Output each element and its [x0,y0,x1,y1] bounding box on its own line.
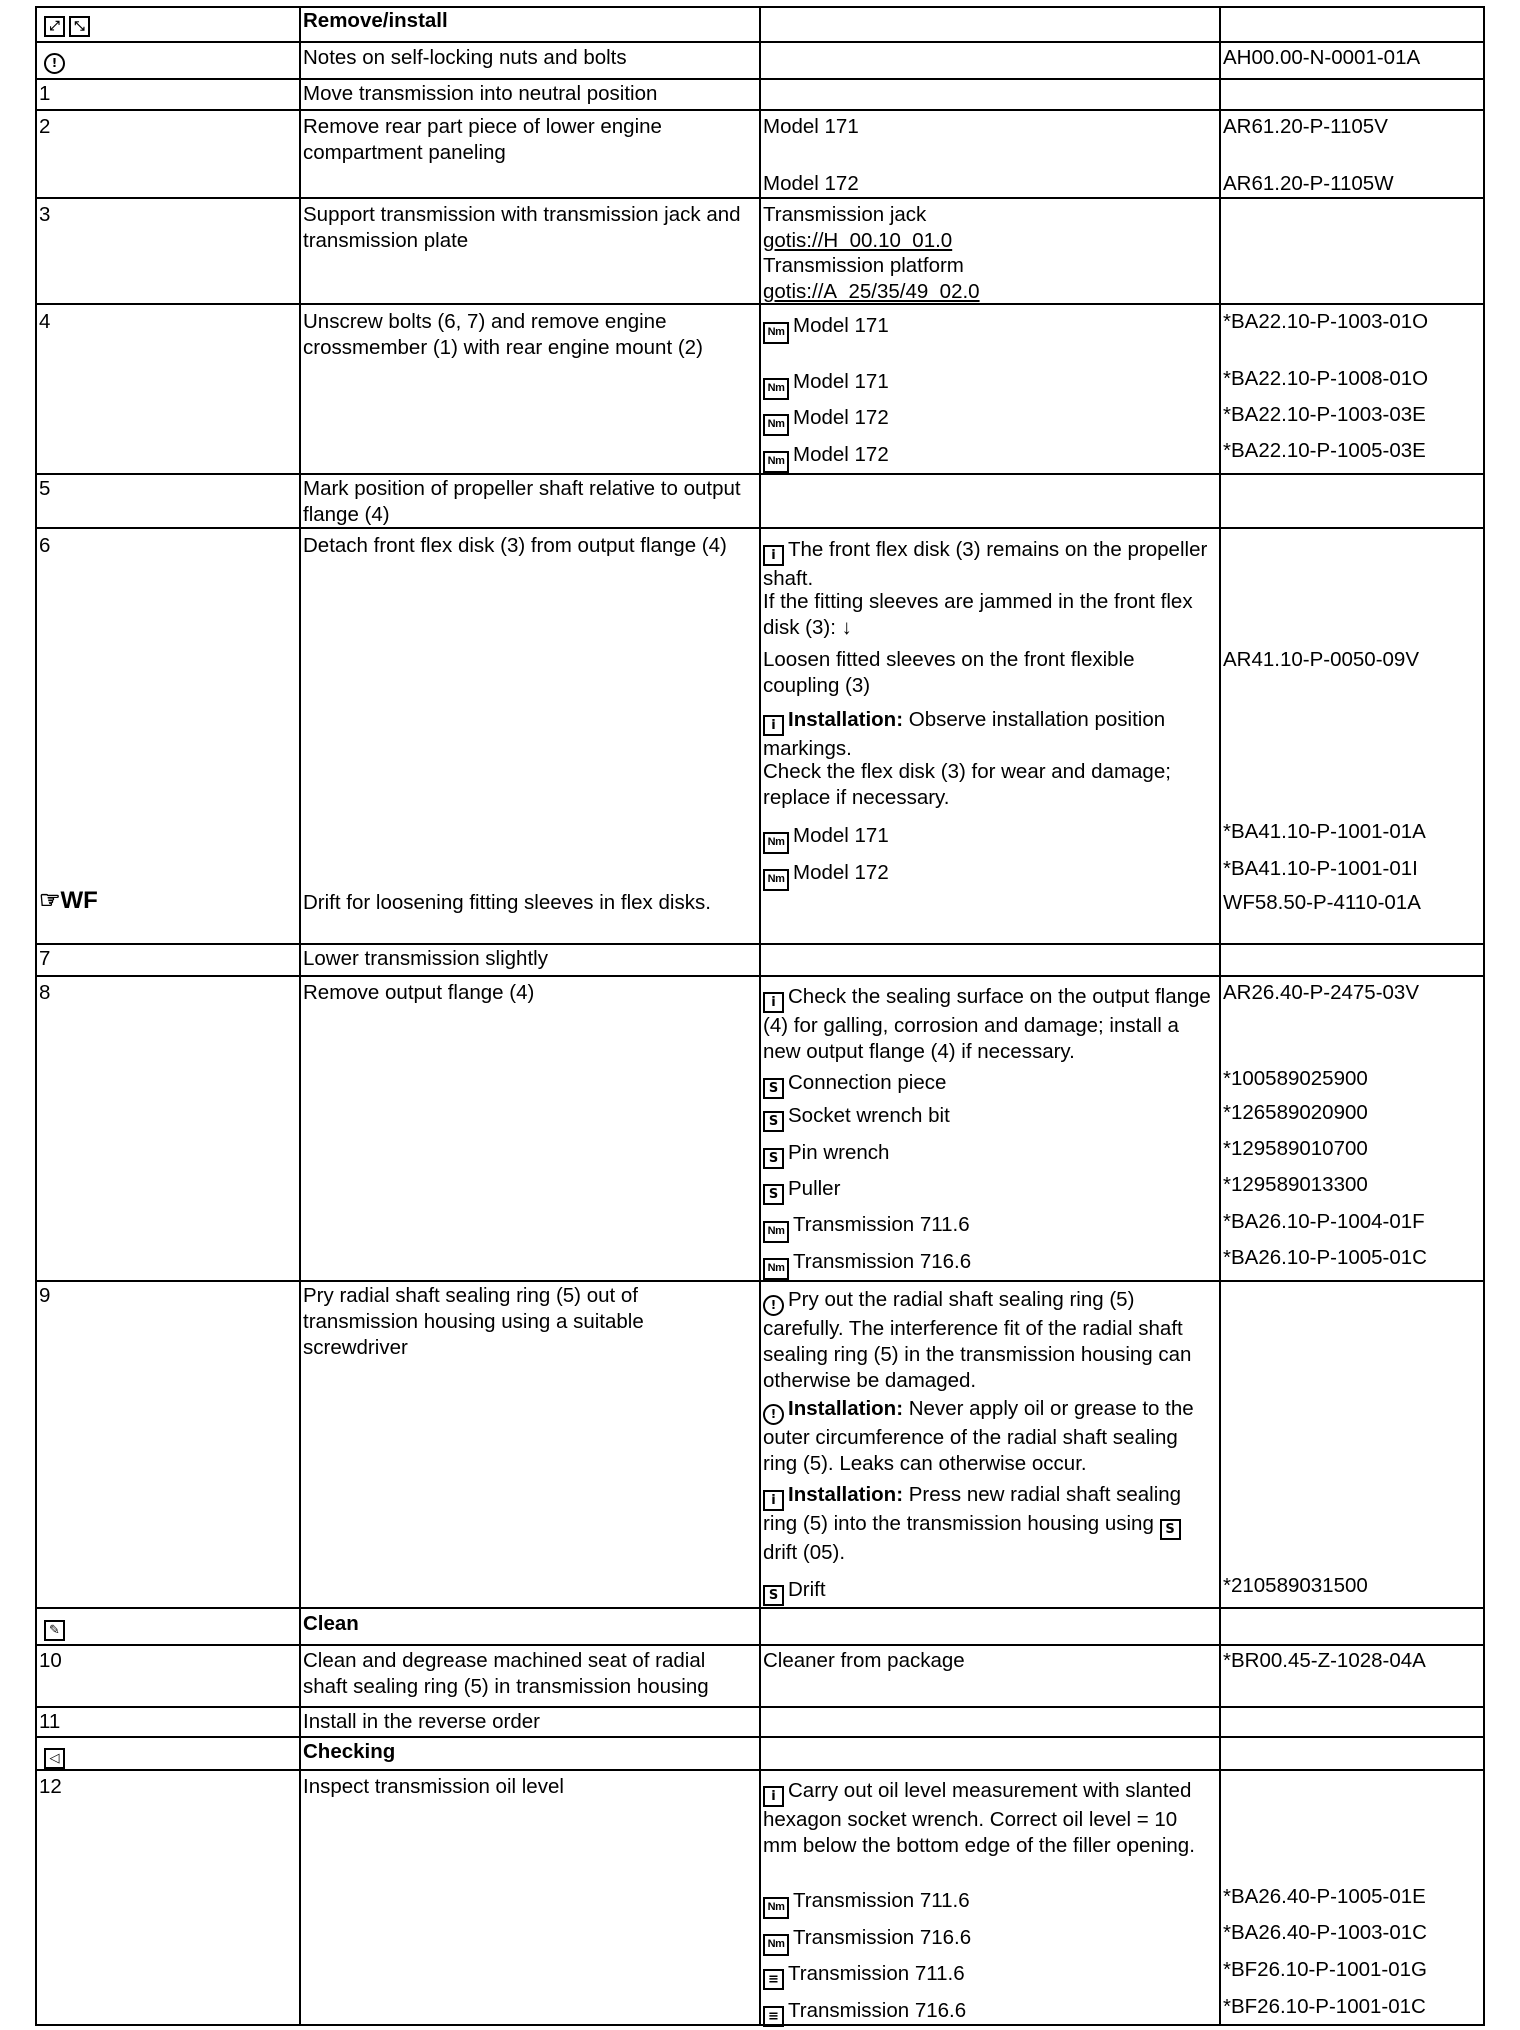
note-text: i Installation: Press new radial shaft sealing ring (5) into the transmission housing using Sdrift (05). [763,1483,1182,1564]
arrow-down-icon: ↓ [841,616,852,639]
detail-text: Transmission 711.6 [788,1962,965,1985]
document-reference[interactable]: *BA26.10-P-1004-01F [1223,1210,1425,1233]
detail-text: Model 172 [763,172,859,195]
document-reference[interactable]: *BR00.45-Z-1028-04A [1223,1649,1426,1672]
note-text: i Carry out oil level measurement with slanted hexagon socket wrench. Correct oil level = 10 mm below the bottom edge of the filler opening. [763,1779,1195,1857]
detail-text: Model 171 [793,824,889,847]
detail-line [763,1140,889,1169]
step-number: 4 [39,310,51,333]
detail-line [763,442,889,473]
action-text: Drift for loosening fitting sleeves in flex disks. [303,891,711,914]
action-text: Support transmission with transmission jack and transmission plate [303,203,741,252]
action-text: Install in the reverse order [303,1710,541,1733]
detail-text: Pin wrench [788,1141,890,1164]
action-text: Detach front flex disk (3) from output flange (4) [303,534,727,557]
grid-line [35,1736,1485,1738]
document-reference[interactable]: WF58.50-P-4110-01A [1223,891,1421,914]
grid-line [759,6,761,2026]
detail-text: Transmission 711.6 [793,1889,970,1912]
action-text: Clean and degrease machined seat of radial shaft sealing ring (5) in transmission housing [303,1649,709,1698]
grid-line [35,1644,1485,1646]
grid-line [1219,6,1221,2026]
info-icon: i [763,1490,784,1511]
document-reference[interactable]: *BA26.40-P-1003-01C [1223,1921,1427,1944]
grid-line [35,6,37,2026]
document-reference[interactable]: *BF26.10-P-1001-01C [1223,1995,1426,2018]
grid-line [35,109,1485,111]
step-number: 10 [39,1649,62,1672]
document-reference[interactable]: AR26.40-P-2475-03V [1223,981,1420,1004]
detail-text: Transmission jack [763,203,927,226]
action-text: Remove output flange (4) [303,981,535,1004]
detail-text: Cleaner from package [763,1649,965,1672]
detail-line [763,1212,970,1243]
action-text: Notes on self-locking nuts and bolts [303,46,627,69]
checking-icon: ◁ [44,1748,65,1769]
grid-line [35,1706,1485,1708]
special-tool-icon: S [763,1111,784,1132]
row-icons [44,45,69,74]
action-text: Move transmission into neutral position [303,82,658,105]
torque-icon: Nm [763,1934,789,1956]
special-tool-icon: S [763,1585,784,1606]
document-reference[interactable]: *129589013300 [1223,1173,1368,1196]
step-number: 7 [39,947,51,970]
note-text: i The front flex disk (3) remains on the propeller shaft. [763,538,1208,590]
info-icon: i [763,545,784,566]
detail-text: Model 172 [793,406,889,429]
detail-line [763,369,889,400]
gotis-link[interactable]: gotis://H_00.10_01.0 [763,229,953,252]
document-reference[interactable]: *210589031500 [1223,1574,1368,1597]
info-icon: i [763,715,784,736]
note-text: If the fitting sleeves are jammed in the front flex disk (3): ↓ [763,590,1193,639]
special-tool-icon: S [763,1148,784,1169]
step-number: 9 [39,1284,51,1307]
note-text: ! Pry out the radial shaft sealing ring (5) carefully. The interference fit of the radial shaft sealing ring (5) in the transmission housing can otherwise be damaged. [763,1288,1192,1392]
clean-icon: ✎ [44,1620,65,1641]
detail-line [763,1070,946,1099]
grid-line [35,1280,1485,1282]
row-icons [44,8,94,37]
grid-line [35,943,1485,945]
document-reference[interactable]: AR41.10-P-0050-09V [1223,648,1420,671]
torque-icon: Nm [763,1897,789,1919]
action-text: Unscrew bolts (6, 7) and remove engine crossmember (1) with rear engine mount (2) [303,310,703,359]
detail-line [763,1103,950,1132]
detail-text: Connection piece [788,1071,947,1094]
document-reference[interactable]: *BA26.40-P-1005-01E [1223,1885,1426,1908]
step-number: 2 [39,115,51,138]
grid-line [1483,6,1485,2026]
step-number: 1 [39,82,51,105]
detail-line [763,1925,971,1956]
grid-line [35,1607,1485,1609]
section-title: Clean [303,1612,359,1635]
detail-line [763,1577,826,1606]
grid-line [35,303,1485,305]
torque-icon: Nm [763,1258,789,1280]
document-reference[interactable]: AR61.20-P-1105W [1223,172,1394,195]
detail-text: Transmission platform [763,254,964,277]
action-text: Lower transmission slightly [303,947,548,970]
workshop-tool-marker: ☞WF [39,887,98,914]
grid-line [35,6,1485,8]
document-reference[interactable]: *BA22.10-P-1005-03E [1223,439,1426,462]
note-text: ! Installation: Never apply oil or grease to the outer circumference of the radial shaft sealing ring (5). Leaks can otherwise occur. [763,1397,1194,1475]
document-reference[interactable]: *BF26.10-P-1001-01G [1223,1958,1427,1981]
detail-line [763,313,889,344]
row-icons [44,1740,69,1769]
action-text: Inspect transmission oil level [303,1775,564,1798]
pointing-hand-icon: ☞ [39,887,61,914]
detail-text: Transmission 716.6 [793,1926,972,1949]
detail-line [763,1961,965,1990]
document-reference[interactable]: AR61.20-P-1105V [1223,115,1388,138]
step-number: 5 [39,477,51,500]
detail-text: Transmission 711.6 [793,1213,970,1236]
detail-line [763,1998,966,2027]
attention-icon: ! [763,1404,784,1425]
document-reference[interactable]: *129589010700 [1223,1137,1368,1160]
step-number: 3 [39,203,51,226]
detail-text: Model 171 [763,115,859,138]
detail-text: Model 171 [793,314,889,337]
document-reference[interactable]: *126589020900 [1223,1101,1368,1124]
attention-icon: ! [44,53,65,74]
document-reference[interactable]: *100589025900 [1223,1067,1368,1090]
document-reference[interactable]: *BA41.10-P-1001-01A [1223,820,1426,843]
filling-capacity-icon: ≡ [763,2006,784,2027]
torque-icon: Nm [763,378,789,400]
detail-line [763,823,889,854]
torque-icon: Nm [763,869,789,891]
detail-text: Drift [788,1578,826,1601]
action-text: Pry radial shaft sealing ring (5) out of transmission housing using a suitable screwdriver [303,1284,644,1359]
grid-line [35,527,1485,529]
gotis-link[interactable]: gotis://A_25/35/49_02.0 [763,280,980,303]
grid-line [35,2024,1485,2026]
torque-icon: Nm [763,322,789,344]
grid-line [35,197,1485,199]
special-tool-icon: S [763,1078,784,1099]
note-text: i Installation: Observe installation position markings. [763,708,1166,760]
torque-icon: Nm [763,1221,789,1243]
detail-text: Model 172 [793,443,889,466]
remove-icon: ⤢ [44,16,65,37]
detail-text: Puller [788,1177,841,1200]
torque-icon: Nm [763,832,789,854]
grid-line [35,41,1485,43]
special-tool-icon: S [763,1184,784,1205]
detail-text: Check the flex disk (3) for wear and damage; replace if necessary. [763,760,1171,809]
info-icon: i [763,1786,784,1807]
detail-line [763,1176,840,1205]
info-icon: i [763,992,784,1013]
filling-capacity-icon: ≡ [763,1969,784,1990]
detail-text: Model 171 [793,370,889,393]
grid-line [299,6,301,2026]
install-icon: ⤡ [69,16,90,37]
grid-line [35,1769,1485,1771]
detail-text: Transmission 716.6 [793,1250,972,1273]
section-title: Remove/install [303,9,448,32]
grid-line [35,473,1485,475]
document-reference[interactable]: *BA26.10-P-1005-01C [1223,1246,1427,1269]
torque-icon: Nm [763,414,789,436]
row-icons [44,1612,69,1641]
step-number: 6 [39,534,51,557]
document-reference[interactable]: AH00.00-N-0001-01A [1223,46,1421,69]
detail-text: Loosen fitted sleeves on the front flexible coupling (3) [763,648,1135,697]
detail-line [763,1888,970,1919]
document-reference[interactable]: *BA22.10-P-1003-03E [1223,403,1426,426]
step-number: 11 [39,1710,61,1733]
detail-line [763,860,889,891]
grid-line [35,78,1485,80]
detail-line [763,405,889,436]
step-number: 12 [39,1775,62,1798]
detail-text: Socket wrench bit [788,1104,950,1127]
action-text: Mark position of propeller shaft relative to output flange (4) [303,477,741,526]
note-text: i Check the sealing surface on the output flange (4) for galling, corrosion and damage; install a new output flange (4) if necessary. [763,985,1211,1063]
detail-text: Model 172 [793,861,889,884]
action-text: Remove rear part piece of lower engine compartment paneling [303,115,662,164]
grid-line [35,975,1485,977]
detail-text: Transmission 716.6 [788,1999,967,2022]
special-tool-icon: S [1160,1519,1181,1540]
attention-icon: ! [763,1295,784,1316]
document-reference[interactable]: *BA22.10-P-1008-01O [1223,367,1429,390]
section-title: Checking [303,1740,396,1763]
detail-line [763,1249,971,1280]
step-number: 8 [39,981,51,1004]
document-reference[interactable]: *BA22.10-P-1003-01O [1223,310,1429,333]
document-reference[interactable]: *BA41.10-P-1001-01I [1223,857,1418,880]
torque-icon: Nm [763,451,789,473]
